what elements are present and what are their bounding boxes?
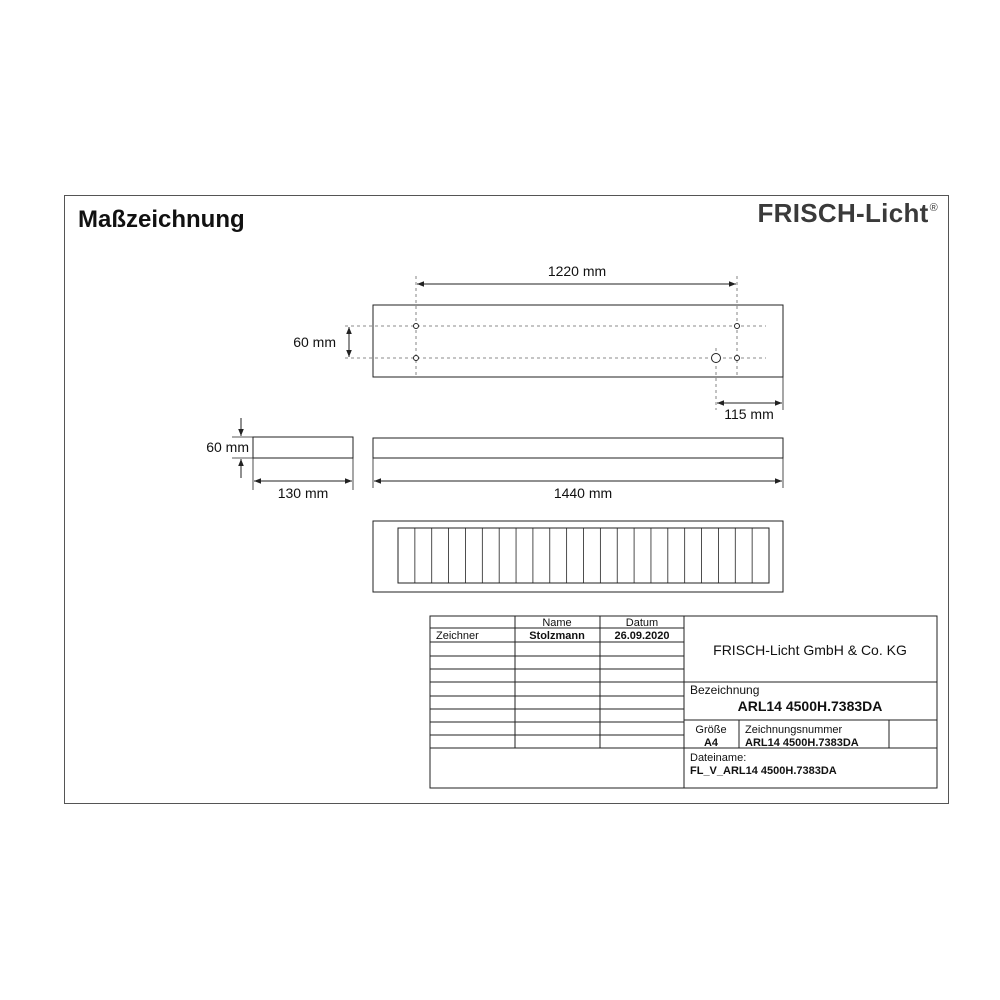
- brand-name: FRISCH-Licht: [757, 198, 929, 228]
- louvre-grid: [398, 528, 769, 583]
- tb-designation: ARL14 4500H.7383DA: [737, 698, 883, 714]
- end-view: [206, 418, 353, 501]
- bottom-view-outline: [373, 521, 783, 592]
- end-view-outline: [253, 437, 353, 458]
- dim-label-60-top: 60 mm: [293, 334, 336, 350]
- tb-col-name: Name: [542, 617, 572, 629]
- mounting-hole: [735, 324, 740, 329]
- tb-drawing-no: ARL14 4500H.7383DA: [745, 737, 859, 749]
- top-view-outline: [373, 305, 783, 377]
- registered-mark: ®: [929, 202, 938, 214]
- tb-size: A4: [703, 737, 719, 749]
- tb-row-label: Zeichner: [436, 630, 479, 642]
- dim-label-1220: 1220 mm: [547, 263, 607, 279]
- tb-drawer-name: Stolzmann: [529, 630, 585, 642]
- mounting-hole: [735, 356, 740, 361]
- tb-filename-label: Dateiname:: [690, 752, 747, 764]
- dim-label-115: 115 mm: [724, 406, 774, 422]
- title-block-text: [436, 617, 907, 777]
- tb-drawing-no-label: Zeichnungsnummer: [745, 724, 843, 736]
- dim-label-130: 130 mm: [277, 485, 329, 501]
- top-view: [293, 263, 783, 422]
- cable-entry-hole: [712, 354, 721, 363]
- bottom-view: [373, 521, 783, 592]
- dim-label-60-side: 60 mm: [206, 439, 249, 455]
- side-view: [373, 438, 783, 501]
- tb-col-date: Datum: [625, 617, 659, 629]
- side-view-outline: [373, 438, 783, 458]
- tb-filename: FL_V_ARL14 4500H.7383DA: [690, 765, 837, 777]
- mounting-hole: [414, 356, 419, 361]
- tb-designation-label: Bezeichnung: [690, 683, 760, 697]
- title-block-rows: [430, 628, 684, 735]
- tb-size-label: Größe: [695, 724, 727, 736]
- tb-drawer-date: 26.09.2020: [614, 630, 670, 642]
- dim-label-1440: 1440 mm: [553, 485, 613, 501]
- mounting-hole: [414, 324, 419, 329]
- page-title: Maßzeichnung: [78, 206, 245, 233]
- tb-company: FRISCH-Licht GmbH & Co. KG: [713, 642, 907, 658]
